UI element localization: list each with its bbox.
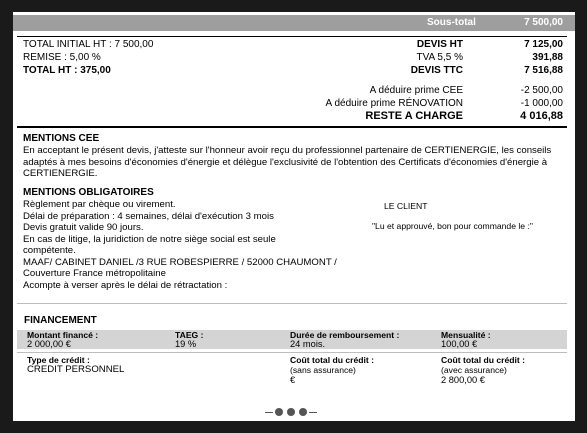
total-initial-ht: TOTAL INITIAL HT : 7 500,00 [23, 39, 154, 50]
divider [17, 126, 567, 128]
taeg-value: 19 % [175, 339, 197, 349]
devis-ht-value: 7 125,00 [524, 39, 563, 50]
prime-renovation-label: A déduire prime RÉNOVATION [325, 98, 463, 109]
pager-line-right [309, 412, 317, 413]
cout-sans-assurance-label: Coût total du crédit : [290, 355, 375, 365]
mention-line: Devis gratuit valide 90 jours. [23, 222, 144, 233]
mensualite-value: 100,00 € [441, 339, 478, 349]
subtotal-bar [13, 15, 575, 31]
cout-sans-assurance-value: € [290, 375, 296, 385]
cout-sans-assurance-sub: (sans assurance) [290, 365, 356, 375]
montant-finance-value: 2 000,00 € [27, 339, 71, 349]
mention-line: Règlement par chèque ou virement. [23, 199, 176, 210]
divider [17, 303, 567, 304]
client-approval-text: "Lu et approuvé, bon pour commande le :" [372, 221, 533, 231]
reste-a-charge-value: 4 016,88 [520, 110, 563, 122]
devis-ttc-value: 7 516,88 [524, 65, 563, 76]
tva-label: TVA 5,5 % [416, 52, 463, 63]
type-credit-value: CREDIT PERSONNEL [27, 364, 125, 375]
mentions-obligatoires-list [23, 199, 337, 291]
mention-line: MAAF/ CABINET DANIEL /3 RUE ROBESPIERRE / 52000 CHAUMONT / [23, 256, 337, 268]
pager-line-left [265, 412, 273, 413]
subtotal-value: 7 500,00 [524, 17, 563, 28]
type-credit-label: Type de crédit : [27, 355, 90, 365]
mentions-cee-title: MENTIONS CEE [23, 133, 100, 144]
mentions-obligatoires-title: MENTIONS OBLIGATOIRES [23, 187, 154, 198]
mensualite-label: Mensualité : [441, 330, 491, 340]
mention-line: Acompte à verser après le délai de rétractation : [23, 279, 228, 291]
mention-line: Couverture France métropolitaine [23, 268, 166, 279]
montant-finance-label: Montant financé : [27, 330, 99, 340]
mention-line: compétente. [23, 245, 76, 256]
page-indicator[interactable] [271, 408, 315, 418]
divider [17, 352, 567, 353]
prime-cee-label: A déduire prime CEE [369, 85, 463, 96]
tva-value: 391,88 [532, 52, 563, 63]
mention-line: En cas de litige, la juridiction de notre siège social est seule [23, 233, 276, 245]
quote-document-page [13, 12, 575, 421]
devis-ht-label: DEVIS HT [416, 39, 463, 50]
mention-line: Délai de préparation : 4 semaines, délai d'exécution 3 mois [23, 210, 274, 222]
pager-dot[interactable] [275, 408, 283, 416]
mentions-cee-text: En acceptant le présent devis, j'atteste sur l'honneur avoir reçu du professionnel partenaire de CERTIENERGIE, les conseils adaptés à mes besoins d'économies d'énergie et délègue l'exclusivité de l'obtention des Certificats d'économies d'énergie à CERTIENERGIE. [23, 145, 552, 179]
remise: REMISE : 5,00 % [23, 52, 101, 63]
prime-renovation-value: -1 000,00 [520, 98, 563, 109]
cout-avec-assurance-label: Coût total du crédit : [441, 355, 526, 365]
financement-title: FINANCEMENT [24, 315, 97, 326]
divider [17, 36, 567, 37]
pager-dot[interactable] [287, 408, 295, 416]
client-label: LE CLIENT [384, 201, 428, 211]
reste-a-charge-label: RESTE A CHARGE [365, 110, 463, 122]
total-ht: TOTAL HT : 375,00 [23, 65, 111, 76]
cout-avec-assurance-sub: (avec assurance) [441, 365, 507, 375]
taeg-label: TAEG : [175, 330, 204, 340]
prime-cee-value: -2 500,00 [520, 85, 563, 96]
cout-avec-assurance-value: 2 800,00 € [441, 375, 485, 385]
devis-ttc-label: DEVIS TTC [410, 65, 463, 76]
subtotal-label: Sous-total [427, 17, 476, 28]
pager-dot[interactable] [299, 408, 307, 416]
duree-label: Durée de remboursement : [290, 330, 400, 340]
duree-value: 24 mois. [290, 339, 326, 349]
